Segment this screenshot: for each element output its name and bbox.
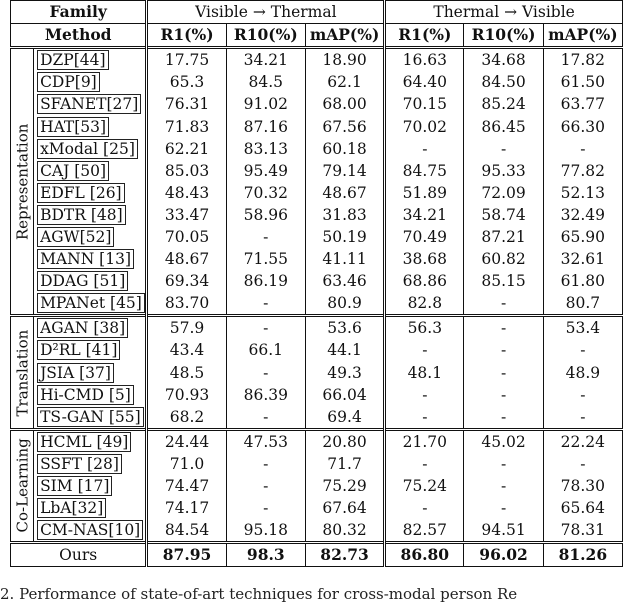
table-row — [11, 519, 623, 543]
t2v-value-cell: 61.80 — [543, 270, 622, 292]
ours-row — [11, 543, 623, 567]
v2t-value-cell: 41.11 — [305, 248, 384, 270]
method-name: EDFL [26] — [37, 183, 125, 203]
v2t-value-cell: 43.4 — [147, 339, 226, 361]
method-name: HCML [49] — [37, 432, 131, 452]
t2v-value-cell: 45.02 — [464, 429, 543, 453]
header-row-1 — [11, 1, 623, 24]
table-row — [11, 429, 623, 453]
v2t-value-cell: 67.56 — [305, 115, 384, 137]
v2t-value-cell: 87.16 — [226, 115, 305, 137]
v2t-value-cell: 62.1 — [305, 71, 384, 93]
table-row — [11, 71, 623, 93]
v2t-value-cell: 66.04 — [305, 384, 384, 406]
method-cell — [34, 362, 147, 384]
v2t-value-cell: 18.90 — [305, 48, 384, 72]
v2t-value-cell: 60.18 — [305, 138, 384, 160]
method-name: SFANET[27] — [37, 94, 141, 114]
table-row — [11, 160, 623, 182]
t2v-value-cell: 65.64 — [543, 497, 622, 519]
method-cell — [34, 453, 147, 475]
v2t-value-cell: 67.64 — [305, 497, 384, 519]
table-row — [11, 339, 623, 361]
method-name: AGAN [38] — [37, 318, 128, 338]
t2v-value-cell: - — [464, 362, 543, 384]
v2t-value-cell: 70.93 — [147, 384, 226, 406]
table-row — [11, 316, 623, 340]
table-caption: 2. Performance of state-of-art techniques for cross-modal person Re — [0, 585, 518, 603]
v2t-group-header: Visible → Thermal — [147, 1, 385, 24]
table-row — [11, 204, 623, 226]
method-cell — [34, 93, 147, 115]
method-name: JSIA [37] — [37, 363, 114, 383]
t2v-value-cell: 72.09 — [464, 182, 543, 204]
t2v-value-cell: 65.90 — [543, 226, 622, 248]
v2t-value-cell: 71.55 — [226, 248, 305, 270]
method-cell — [34, 429, 147, 453]
t2v-value-cell: 87.21 — [464, 226, 543, 248]
t2v-value-cell: 17.82 — [543, 48, 622, 72]
v2t-value-cell: 65.3 — [147, 71, 226, 93]
v2t-value-cell: - — [226, 292, 305, 316]
t2v-value-cell: 70.15 — [385, 93, 464, 115]
t2v-value-cell: 64.40 — [385, 71, 464, 93]
t2v-value-cell: 85.15 — [464, 270, 543, 292]
table-row — [11, 497, 623, 519]
v2t-value-cell: 84.5 — [226, 71, 305, 93]
method-cell — [34, 316, 147, 340]
t2v-value-cell: 82.57 — [385, 519, 464, 543]
t2v-value-cell: - — [464, 497, 543, 519]
v2t-value-cell: - — [226, 362, 305, 384]
v2t-value-cell: 86.39 — [226, 384, 305, 406]
v2t-value-cell: 83.70 — [147, 292, 226, 316]
t2v-value-cell: - — [464, 453, 543, 475]
t2v-value-cell: - — [464, 339, 543, 361]
v2t-value-cell: 86.19 — [226, 270, 305, 292]
v2t-value-cell: 84.54 — [147, 519, 226, 543]
t2v-value-cell: - — [385, 384, 464, 406]
t2v-value-cell: - — [464, 138, 543, 160]
v2t-value-cell: 63.46 — [305, 270, 384, 292]
ours-v2t-value: 98.3 — [226, 543, 305, 567]
family-label-representation: Representation — [11, 48, 34, 316]
method-cell — [34, 248, 147, 270]
t2v-value-cell: 56.3 — [385, 316, 464, 340]
t2v-value-cell: 53.4 — [543, 316, 622, 340]
method-cell — [34, 497, 147, 519]
table-row — [11, 93, 623, 115]
v2t-value-cell: 57.9 — [147, 316, 226, 340]
ours-t2v-value: 86.80 — [385, 543, 464, 567]
family-header: Family — [11, 1, 147, 24]
method-name: CM-NAS[10] — [37, 520, 143, 540]
v2t-value-cell: 85.03 — [147, 160, 226, 182]
t2v-value-cell: 38.68 — [385, 248, 464, 270]
method-cell — [34, 270, 147, 292]
table-row — [11, 182, 623, 204]
method-cell — [34, 292, 147, 316]
v2t-value-cell: 80.32 — [305, 519, 384, 543]
v2t-value-cell: 20.80 — [305, 429, 384, 453]
t2v-value-cell: 32.49 — [543, 204, 622, 226]
t2v-value-cell: - — [464, 292, 543, 316]
t2v-value-cell: 68.86 — [385, 270, 464, 292]
method-cell — [34, 475, 147, 497]
t2v-value-cell: 32.61 — [543, 248, 622, 270]
v2t-value-cell: 74.47 — [147, 475, 226, 497]
v2t-value-cell: 68.00 — [305, 93, 384, 115]
v2t-value-cell: 48.43 — [147, 182, 226, 204]
table-row — [11, 362, 623, 384]
t2v-value-cell: 52.13 — [543, 182, 622, 204]
t2v-value-cell: 82.8 — [385, 292, 464, 316]
t2v-value-cell: 78.30 — [543, 475, 622, 497]
t2v-r10-header: R10(%) — [464, 24, 543, 48]
t2v-value-cell: - — [543, 384, 622, 406]
t2v-value-cell: 77.82 — [543, 160, 622, 182]
t2v-value-cell: 51.89 — [385, 182, 464, 204]
t2v-value-cell: - — [464, 316, 543, 340]
method-name: MPANet [45] — [37, 293, 145, 313]
t2v-value-cell: - — [464, 406, 543, 430]
method-cell — [34, 384, 147, 406]
v2t-value-cell: 58.96 — [226, 204, 305, 226]
table-row — [11, 248, 623, 270]
results-table — [10, 0, 623, 567]
method-name: DDAG [51] — [37, 271, 128, 291]
v2t-value-cell: 69.34 — [147, 270, 226, 292]
v2t-value-cell: 24.44 — [147, 429, 226, 453]
v2t-value-cell: - — [226, 475, 305, 497]
method-cell — [34, 160, 147, 182]
ours-method-cell: Ours — [11, 543, 147, 567]
t2v-value-cell: 80.7 — [543, 292, 622, 316]
v2t-value-cell: 71.7 — [305, 453, 384, 475]
v2t-value-cell: 53.6 — [305, 316, 384, 340]
v2t-value-cell: 95.49 — [226, 160, 305, 182]
t2v-value-cell: 60.82 — [464, 248, 543, 270]
t2v-value-cell: 48.1 — [385, 362, 464, 384]
method-cell — [34, 71, 147, 93]
table-row — [11, 475, 623, 497]
v2t-value-cell: 17.75 — [147, 48, 226, 72]
t2v-value-cell: - — [385, 339, 464, 361]
t2v-value-cell: - — [385, 453, 464, 475]
v2t-value-cell: 69.4 — [305, 406, 384, 430]
v2t-value-cell: 95.18 — [226, 519, 305, 543]
t2v-value-cell: - — [543, 339, 622, 361]
t2v-value-cell: 58.74 — [464, 204, 543, 226]
method-cell — [34, 204, 147, 226]
v2t-value-cell: 74.17 — [147, 497, 226, 519]
family-label-co-learning: Co-Learning — [11, 429, 34, 542]
v2t-value-cell: 91.02 — [226, 93, 305, 115]
t2v-value-cell: 94.51 — [464, 519, 543, 543]
method-cell — [34, 519, 147, 543]
t2v-value-cell: 78.31 — [543, 519, 622, 543]
v2t-value-cell: 79.14 — [305, 160, 384, 182]
ours-v2t-value: 82.73 — [305, 543, 384, 567]
t2v-value-cell: 70.02 — [385, 115, 464, 137]
method-name: SSFT [28] — [37, 454, 122, 474]
v2t-value-cell: - — [226, 406, 305, 430]
method-name: SIM [17] — [37, 476, 112, 496]
v2t-value-cell: - — [226, 316, 305, 340]
v2t-value-cell: 48.67 — [305, 182, 384, 204]
table-row — [11, 48, 623, 72]
method-name: AGW[52] — [37, 227, 114, 247]
method-cell — [34, 226, 147, 248]
method-name: CAJ [50] — [37, 161, 109, 181]
table-row — [11, 270, 623, 292]
method-name: Hi-CMD [5] — [37, 385, 134, 405]
table-row — [11, 138, 623, 160]
t2v-value-cell: - — [543, 453, 622, 475]
t2v-value-cell: - — [543, 138, 622, 160]
ours-t2v-value: 81.26 — [543, 543, 622, 567]
v2t-value-cell: 75.29 — [305, 475, 384, 497]
v2t-value-cell: 44.1 — [305, 339, 384, 361]
method-cell — [34, 339, 147, 361]
v2t-value-cell: 83.13 — [226, 138, 305, 160]
t2v-value-cell: 16.63 — [385, 48, 464, 72]
t2v-value-cell: 85.24 — [464, 93, 543, 115]
family-label-translation: Translation — [11, 316, 34, 429]
method-cell — [34, 48, 147, 72]
t2v-value-cell: 34.21 — [385, 204, 464, 226]
t2v-value-cell: 70.49 — [385, 226, 464, 248]
t2v-value-cell: 21.70 — [385, 429, 464, 453]
header-row-2 — [11, 24, 623, 48]
method-cell — [34, 406, 147, 430]
t2v-value-cell: 75.24 — [385, 475, 464, 497]
v2t-value-cell: - — [226, 226, 305, 248]
v2t-value-cell: 68.2 — [147, 406, 226, 430]
v2t-value-cell: 48.67 — [147, 248, 226, 270]
v2t-map-header: mAP(%) — [305, 24, 384, 48]
t2v-value-cell: 63.77 — [543, 93, 622, 115]
method-name: xModal [25] — [37, 139, 138, 159]
v2t-value-cell: 76.31 — [147, 93, 226, 115]
v2t-value-cell: - — [226, 453, 305, 475]
ours-t2v-value: 96.02 — [464, 543, 543, 567]
t2v-value-cell: 48.9 — [543, 362, 622, 384]
method-cell — [34, 115, 147, 137]
t2v-value-cell: - — [385, 406, 464, 430]
method-header: Method — [11, 24, 147, 48]
v2t-value-cell: 33.47 — [147, 204, 226, 226]
t2v-value-cell: - — [385, 138, 464, 160]
t2v-value-cell: - — [464, 384, 543, 406]
v2t-value-cell: 62.21 — [147, 138, 226, 160]
v2t-value-cell: 34.21 — [226, 48, 305, 72]
t2v-group-header: Thermal → Visible — [385, 1, 623, 24]
table-row — [11, 406, 623, 430]
t2v-value-cell: - — [543, 406, 622, 430]
table-row — [11, 292, 623, 316]
v2t-value-cell: 70.05 — [147, 226, 226, 248]
method-cell — [34, 182, 147, 204]
table-row — [11, 115, 623, 137]
method-name: HAT[53] — [37, 117, 109, 137]
v2t-value-cell: 49.3 — [305, 362, 384, 384]
v2t-value-cell: - — [226, 497, 305, 519]
v2t-r1-header: R1(%) — [147, 24, 226, 48]
table-row — [11, 453, 623, 475]
method-name: MANN [13] — [37, 249, 134, 269]
method-name: TS-GAN [55] — [37, 407, 144, 427]
table-row — [11, 384, 623, 406]
method-name: D²RL [41] — [37, 340, 120, 360]
t2v-value-cell: 86.45 — [464, 115, 543, 137]
method-name: LbA[32] — [37, 498, 106, 518]
method-name: BDTR [48] — [37, 205, 126, 225]
v2t-value-cell: 80.9 — [305, 292, 384, 316]
v2t-value-cell: 66.1 — [226, 339, 305, 361]
table-row — [11, 226, 623, 248]
v2t-value-cell: 31.83 — [305, 204, 384, 226]
t2v-value-cell: - — [464, 475, 543, 497]
method-cell — [34, 138, 147, 160]
ours-v2t-value: 87.95 — [147, 543, 226, 567]
v2t-value-cell: 48.5 — [147, 362, 226, 384]
t2v-r1-header: R1(%) — [385, 24, 464, 48]
method-name: CDP[9] — [37, 72, 100, 92]
t2v-value-cell: 34.68 — [464, 48, 543, 72]
t2v-value-cell: 84.75 — [385, 160, 464, 182]
table-body — [11, 1, 623, 567]
v2t-value-cell: 50.19 — [305, 226, 384, 248]
t2v-map-header: mAP(%) — [543, 24, 622, 48]
t2v-value-cell: 84.50 — [464, 71, 543, 93]
method-name: DZP[44] — [37, 50, 108, 70]
v2t-value-cell: 71.83 — [147, 115, 226, 137]
t2v-value-cell: 22.24 — [543, 429, 622, 453]
t2v-value-cell: 95.33 — [464, 160, 543, 182]
t2v-value-cell: 66.30 — [543, 115, 622, 137]
v2t-value-cell: 70.32 — [226, 182, 305, 204]
t2v-value-cell: 61.50 — [543, 71, 622, 93]
t2v-value-cell: - — [385, 497, 464, 519]
v2t-value-cell: 47.53 — [226, 429, 305, 453]
v2t-value-cell: 71.0 — [147, 453, 226, 475]
v2t-r10-header: R10(%) — [226, 24, 305, 48]
